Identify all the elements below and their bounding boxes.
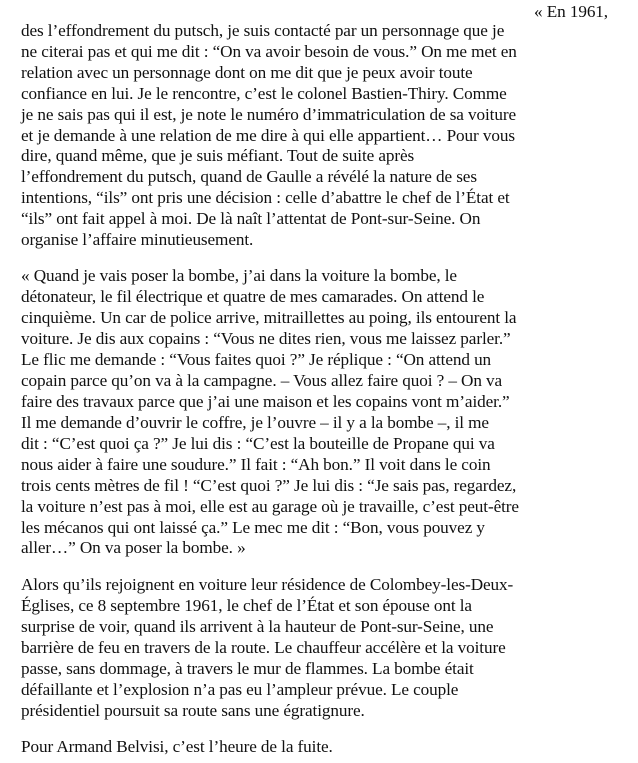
text-line: Pour Armand Belvisi, c’est l’heure de la fuite. [21, 737, 333, 756]
text-line: Le flic me demande : “Vous faites quoi ?” Je réplique : “On attend un [21, 350, 492, 369]
text-line: confiance en lui. Je le rencontre, c’est le colonel Bastien-Thiry. Comme [21, 84, 507, 103]
top-fragment: « En 1961, [534, 2, 608, 21]
text-line: cinquième. Un car de police arrive, mitraillettes au poing, ils entourent la [21, 308, 517, 327]
text-line: aller…” On va poser la bombe. » [21, 538, 246, 557]
text-line: « Quand je vais poser la bombe, j’ai dans la voiture la bombe, le [21, 266, 457, 285]
text-line: les mécanos qui ont laissé ça.” Le mec me dit : “Bon, vous pouvez y [21, 518, 485, 537]
text-line: présidentiel poursuit sa route sans une égratignure. [21, 701, 365, 720]
text-line: organise l’affaire minutieusement. [21, 230, 254, 249]
text-line: intentions, “ils” ont pris une décision : celle d’abattre le chef de l’État et [21, 188, 510, 207]
text-line: Alors qu’ils rejoignent en voiture leur résidence de Colombey-les-Deux- [21, 575, 514, 594]
text-line: dit : “C’est quoi ça ?” Je lui dis : “C’est la bouteille de Propane qui va [21, 434, 495, 453]
text-line: défaillante et l’explosion n’a pas eu l’ampleur prévue. Le couple [21, 680, 459, 699]
text-line: faire des travaux parce que j’ai une maison et les copains vont m’aider.” [21, 392, 510, 411]
text-line: trois cents mètres de fil ! “C’est quoi ?” Je lui dis : “Je sais pas, regardez, [21, 476, 517, 495]
text-line: Églises, ce 8 septembre 1961, le chef de l’État et son épouse ont la [21, 596, 472, 615]
text-line: surprise de voir, quand ils arrivent à la hauteur de Pont-sur-Seine, une [21, 617, 494, 636]
text-line: l’effondrement du putsch, quand de Gaulle a révélé la nature de ses [21, 167, 477, 186]
text-line: ne citerai pas et qui me dit : “On va avoir besoin de vous.” On me met en [21, 42, 517, 61]
text-line: je ne sais pas qui il est, je note le numéro d’immatriculation de sa voiture [21, 105, 517, 124]
text-line: relation avec un personnage dont on me dit que je peux avoir toute [21, 63, 473, 82]
text-line: dire, quand même, que je suis méfiant. Tout de suite après [21, 146, 415, 165]
text-line: “ils” ont fait appel à moi. De là naît l’attentat de Pont-sur-Seine. On [21, 209, 481, 228]
text-line: Il me demande d’ouvrir le coffre, je l’ouvre – il y a la bombe –, il me [21, 413, 489, 432]
text-line: voiture. Je dis aux copains : “Vous ne dites rien, vous me laissez parler.” [21, 329, 511, 348]
text-line: et je demande à une relation de me dire à qui elle appartient… Pour vous [21, 126, 515, 145]
text-line: passe, sans dommage, à travers le mur de flammes. La bombe était [21, 659, 474, 678]
text-line: la voiture n’est pas à moi, elle est au garage où je travaille, c’est peut-être [21, 497, 519, 516]
text-line: des l’effondrement du putsch, je suis contacté par un personnage que je [21, 21, 505, 40]
text-line: nous aider à faire une soudure.” Il fait : “Ah bon.” Il voit dans le coin [21, 455, 491, 474]
text-line: barrière de feu en travers de la route. Le chauffeur accélère et la voiture [21, 638, 506, 657]
text-line: copain parce qu’on va à la campagne. – Vous allez faire quoi ? – On va [21, 371, 503, 390]
text-line: détonateur, le fil électrique et quatre de mes camarades. On attend le [21, 287, 485, 306]
